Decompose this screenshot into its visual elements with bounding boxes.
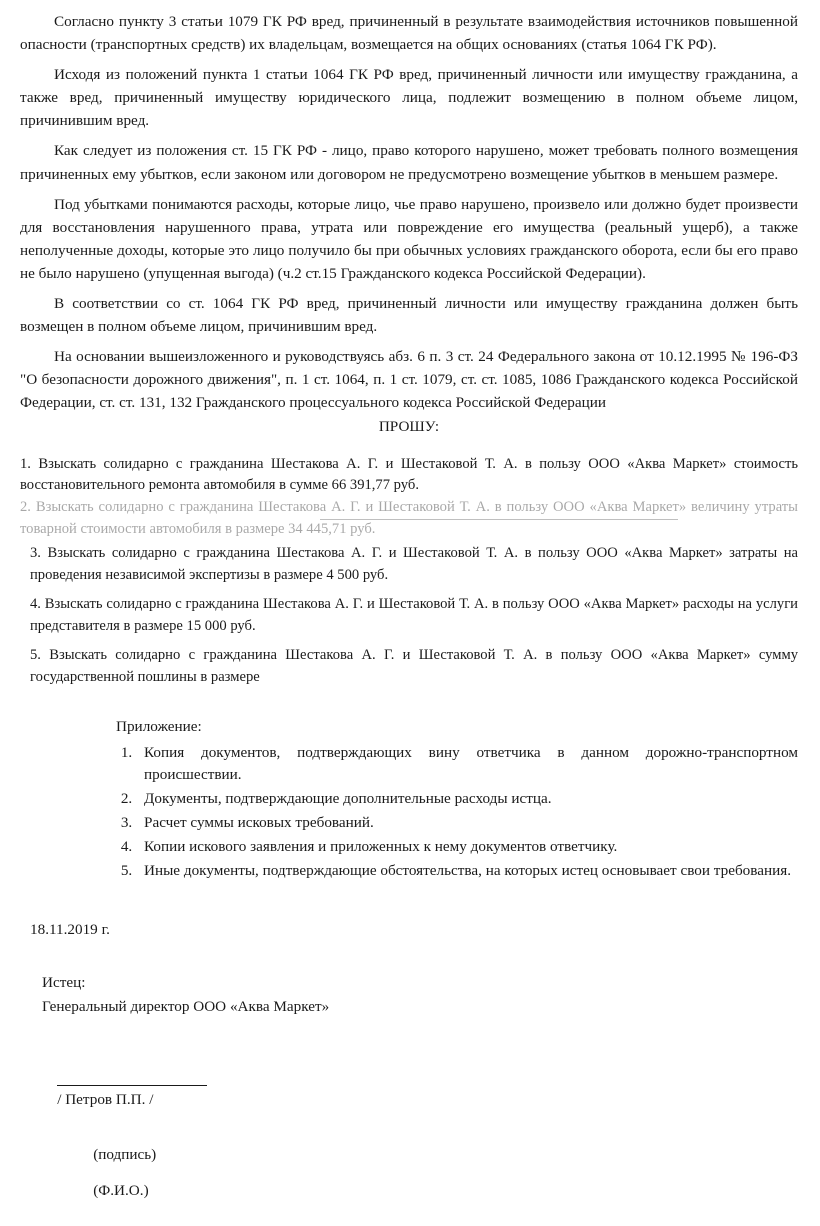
claims-list-lower	[20, 543, 798, 688]
paragraph-art-1064: Исходя из положений пункта 1 статьи 1064 ГК РФ вред, причиненный личности или имуществу гражданина, а также вред, причиненный имуществу юридического лица, подлежит возмещению в полном объеме лицом, причинившим вред.	[20, 66, 798, 130]
spacer	[20, 132, 798, 139]
spacer	[20, 186, 798, 193]
spacer	[20, 587, 798, 594]
appendix-title: Приложение:	[116, 717, 202, 735]
plaintiff-position: Генеральный директор ООО «Аква Маркет»	[42, 997, 330, 1015]
paragraph-art-1079: Согласно пункту 3 статьи 1079 ГК РФ вред, причиненный в результате взаимодействия источников повышенной опасности (транспортных средств) их владельцам, возмещается на общих основаниях (статья 1064 ГК РФ).	[20, 13, 798, 54]
paragraph-art-15: Как следует из положения ст. 15 ГК РФ - лицо, право которого нарушено, может требовать полного возмещения причиненных ему убытков, если законом или договором не предусмотрено возмещение убытков в меньшем размере.	[20, 142, 798, 183]
plaintiff-label: Истец:	[42, 974, 86, 992]
signature-captions	[20, 1128, 798, 1218]
spacer	[20, 285, 798, 292]
appendix-item: 1. Копия документов, подтверждающих вину ответчика в данном дорожно-транспортном происшествии.	[136, 742, 798, 788]
caption-signature: (подпись)	[93, 1145, 157, 1163]
scan-artifact-line	[320, 519, 678, 520]
signature-rule	[57, 1072, 207, 1086]
document-date: 18.11.2019 г.	[30, 921, 110, 939]
signer-name: / Петров П.П. /	[57, 1090, 154, 1108]
paragraph-art-1064-compliance: В соответствии со ст. 1064 ГК РФ вред, причиненный личности или имуществу гражданина должен быть возмещен в полном объеме лицом, причинившим вред.	[20, 295, 798, 336]
claim-item-5: 5. Взыскать солидарно с гражданина Шестакова А. Г. и Шестаковой Т. А. в пользу ООО «Аква Маркет» сумму государственной пошлины в размере	[30, 646, 798, 685]
spacer	[20, 338, 798, 345]
paragraph-losses-definition: Под убытками понимаются расходы, которые лицо, чье право нарушено, произвело или должно будет произвести для восстановления нарушенного права, утрата или повреждение его имущества (реальный ущерб), а также неполученные доходы, которые это лицо получило бы при обычных условиях гражданского оборота, если бы его право не было нарушено (упущенная выгода) (ч.2 ст.15 Гражданского кодекса Российской Федерации).	[20, 195, 798, 282]
appendix-section	[20, 715, 798, 883]
spacer	[20, 56, 798, 63]
caption-fio: (Ф.И.О.)	[93, 1181, 149, 1199]
claim-item-2-wrapper	[20, 497, 798, 541]
claims-list	[20, 454, 798, 689]
appendix-list	[92, 742, 798, 883]
signature-block	[20, 971, 798, 1017]
spacer	[20, 638, 798, 645]
paragraph-legal-basis: На основании вышеизложенного и руководствуясь абз. 6 п. 3 ст. 24 Федерального закона от 10.12.1995 № 196-ФЗ "О безопасности дорожного движения", п. 1 ст. 1064, п. 1 ст. 1079, ст. ст. 1085, 1086 Гражданского кодекса Российской Федерации, ст. ст. 131, 132 Гражданского процессуального кодекса Российской Федерации	[20, 348, 798, 412]
appendix-item: 4. Копии искового заявления и приложенных к нему документов ответчику.	[136, 836, 798, 859]
appendix-item: 2. Документы, подтверждающие дополнительные расходы истца.	[136, 788, 798, 811]
appendix-item: 3. Расчет суммы исковых требований.	[136, 812, 798, 835]
claim-item-1: 1. Взыскать солидарно с гражданина Шестакова А. Г. и Шестаковой Т. А. в пользу ООО «Аква Маркет» стоимость восстановительного ремонта автомобиля в сумме 66 391,77 руб.	[20, 455, 798, 494]
appendix-item: 5. Иные документы, подтверждающие обстоятельства, на которых истец основывает свои требования.	[136, 860, 798, 883]
claim-item-2: 2. Взыскать солидарно с гражданина Шестакова А. Г. и Шестаковой Т. А. в пользу ООО «Аква Маркет» величину утраты товарной стоимости автомобиля в размере 34 445,71 руб.	[20, 499, 798, 538]
request-heading: ПРОШУ:	[378, 417, 440, 435]
claim-item-4: 4. Взыскать солидарно с гражданина Шестакова А. Г. и Шестаковой Т. А. в пользу ООО «Аква Маркет» расходы на услуги представителя в размере 15 000 руб.	[30, 595, 798, 634]
claim-item-3: 3. Взыскать солидарно с гражданина Шестакова А. Г. и Шестаковой Т. А. в пользу ООО «Аква Маркет» затраты на проведения независимой экспертизы в размере 4 500 руб.	[30, 545, 798, 584]
signature-line-row	[20, 1054, 798, 1127]
